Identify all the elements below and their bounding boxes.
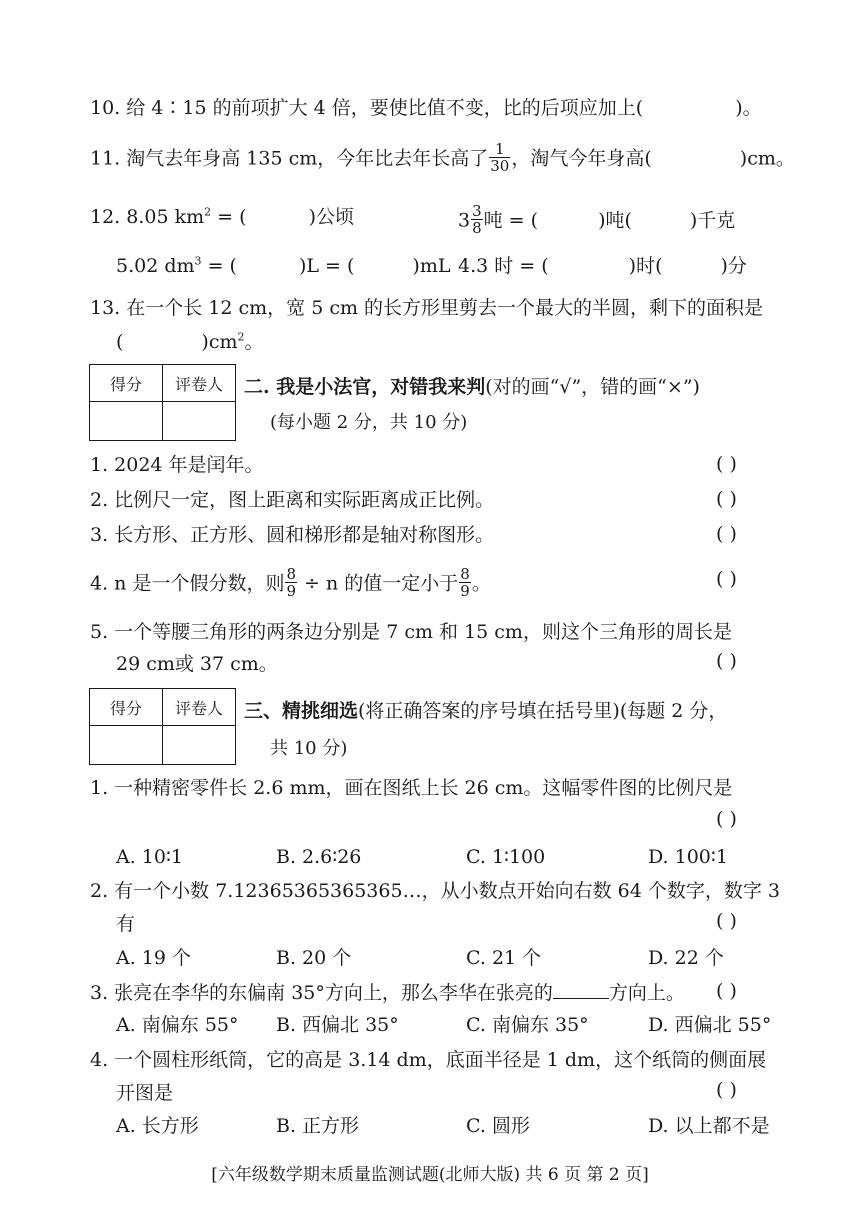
score-label: 得分 bbox=[90, 689, 163, 726]
mc-option[interactable]: D. 西偏北 55° bbox=[648, 1014, 772, 1036]
tf-item-5-line2: 29 cm或 37 cm。 bbox=[116, 653, 278, 675]
q12-c: 5.02 $dm^3$ = ( )L = ( )mL bbox=[116, 254, 451, 277]
answer-paren[interactable]: ( ) bbox=[716, 488, 737, 510]
answer-paren[interactable]: ( ) bbox=[716, 453, 737, 475]
q12-b: 3 $\frac{3}{8}$ 吨 = ( )吨( )千克 bbox=[458, 202, 736, 237]
answer-paren[interactable]: ( ) bbox=[716, 910, 737, 932]
mc-option[interactable]: A. 19 个 bbox=[116, 947, 192, 969]
part2-subheading: (每小题 2 分，共 10 分) bbox=[270, 412, 468, 433]
mc-q4-line1: 4. 一个圆柱形纸筒，它的高是 3.14 dm，底面半径是 1 dm，这个纸筒的侧面展 bbox=[90, 1049, 767, 1071]
page-footer: [六年级数学期末质量监测试题(北师大版) 共 6 页 第 2 页] bbox=[211, 1165, 649, 1185]
score-box bbox=[89, 688, 236, 765]
score-cell bbox=[90, 726, 163, 765]
grader-cell bbox=[163, 402, 236, 441]
mc-option[interactable]: B. 20 个 bbox=[276, 947, 352, 969]
part3-heading: 三、精挑细选(将正确答案的序号填在括号里)(每题 2 分， bbox=[244, 700, 728, 722]
mc-option[interactable]: B. 西偏北 35° bbox=[276, 1014, 399, 1036]
mc-q2-line2: 有 bbox=[116, 913, 136, 935]
mc-option[interactable]: D. 22 个 bbox=[648, 947, 724, 969]
part3-subheading: 共 10 分) bbox=[270, 738, 348, 759]
tf-item-5-line1: 5. 一个等腰三角形的两条边分别是 7 cm 和 15 cm，则这个三角形的周长是 bbox=[90, 621, 732, 643]
tf-item-2: 2. 比例尺一定，图上距离和实际距离成正比例。 bbox=[90, 489, 495, 511]
mc-option[interactable]: A. 南偏东 55° bbox=[116, 1014, 239, 1036]
q10: 10. 给 4∶15 的前项扩大 4 倍，要使比值不变，比的后项应加上( )。 bbox=[90, 97, 762, 119]
answer-paren[interactable]: ( ) bbox=[716, 568, 737, 590]
answer-paren[interactable]: ( ) bbox=[716, 980, 737, 1002]
q11: 11. 淘气去年身高 135 cm，今年比去年长高了 $\frac{1}{30}$ ，淘气今年身高( )cm。 bbox=[90, 140, 795, 175]
fraction: $\frac{1}{30}$ bbox=[490, 140, 510, 175]
score-label: 得分 bbox=[90, 365, 163, 402]
q13-line1: 13. 在一个长 12 cm，宽 5 cm 的长方形里剪去一个最大的半圆，剩下的面积是 bbox=[90, 297, 764, 319]
tf-item-4: 4. n 是一个假分数，则 $\frac{8}{9}$ ÷ n 的值一定小于 $\frac{8}{9}$ 。 bbox=[90, 565, 491, 600]
answer-paren[interactable]: ( ) bbox=[716, 650, 737, 672]
q13-line2: ( )$cm^2$。 bbox=[116, 330, 264, 353]
mc-option[interactable]: C. 南偏东 35° bbox=[466, 1014, 589, 1036]
mc-option[interactable]: A. 长方形 bbox=[116, 1115, 199, 1137]
q12-d: 4.3 时 = ( )时( )分 bbox=[458, 255, 747, 277]
score-box bbox=[89, 364, 236, 441]
mc-option[interactable]: B. 正方形 bbox=[276, 1115, 360, 1137]
answer-paren[interactable]: ( ) bbox=[716, 1079, 737, 1101]
grader-cell bbox=[163, 726, 236, 765]
mc-q3: 3. 张亮在李华的东偏南 35°方向上，那么李华在张亮的 方向上。 bbox=[90, 982, 685, 1004]
grader-label: 评卷人 bbox=[163, 365, 236, 402]
part2-heading: 二. 我是小法官，对错我来判(对的画“√”，错的画“×”) bbox=[244, 376, 700, 398]
mc-option[interactable]: B. 2.6∶26 bbox=[276, 846, 362, 868]
q12-a: 12. 8.05 $km^2$ = ( )公顷 bbox=[90, 205, 354, 228]
answer-paren[interactable]: ( ) bbox=[716, 523, 737, 545]
score-cell bbox=[90, 402, 163, 441]
mc-option[interactable]: D. 100∶1 bbox=[648, 846, 728, 868]
mc-q4-line2: 开图是 bbox=[116, 1082, 174, 1104]
mc-option[interactable]: A. 10∶1 bbox=[116, 846, 184, 868]
mc-option[interactable]: C. 1∶100 bbox=[466, 846, 546, 868]
tf-item-1: 1. 2024 年是闰年。 bbox=[90, 454, 264, 476]
mc-option[interactable]: D. 以上都不是 bbox=[648, 1115, 770, 1137]
mc-option[interactable]: C. 圆形 bbox=[466, 1115, 530, 1137]
grader-label: 评卷人 bbox=[163, 689, 236, 726]
answer-paren[interactable]: ( ) bbox=[716, 808, 737, 830]
mc-option[interactable]: C. 21 个 bbox=[466, 947, 542, 969]
fill-blank[interactable] bbox=[553, 980, 609, 999]
tf-item-3: 3. 长方形、正方形、圆和梯形都是轴对称图形。 bbox=[90, 524, 495, 546]
mc-q2-line1: 2. 有一个小数 7.12365365365365…，从小数点开始向右数 64 个数字，数字 3 bbox=[90, 880, 780, 902]
mc-q1: 1. 一种精密零件长 2.6 mm，画在图纸上长 26 cm。这幅零件图的比例尺是 bbox=[90, 777, 733, 799]
